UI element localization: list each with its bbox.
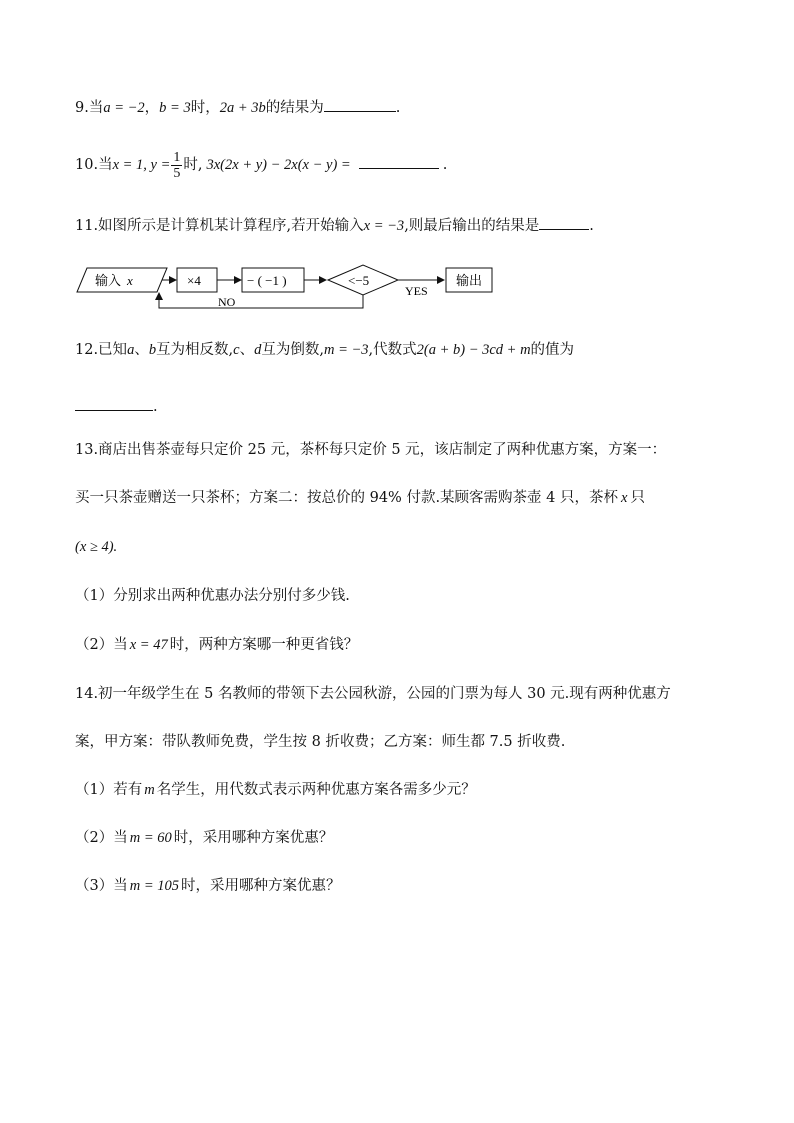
question-12-answer (75, 396, 158, 417)
q9-math-a: a = −2 (103, 100, 145, 116)
flow-input-label: 输入 (95, 273, 122, 288)
q10-number: 10. (75, 157, 99, 173)
q14-sub-3-text: 时，采用哪种方案优惠？ (181, 878, 341, 894)
question-10 (75, 146, 447, 184)
q12-var-b: b (148, 342, 157, 358)
q14-sub-3-math: m = 105 (129, 878, 179, 894)
question-12 (75, 340, 574, 360)
q13-line-1: 13.商店出售茶壶每只定价 25 元，茶杯每只定价 5 元，该店制定了两种优惠方案，方案一： (75, 442, 667, 458)
q12-text: 12.已知 (75, 342, 128, 358)
q13-sub-2-text: 时，两种方案哪一种更省钱？ (169, 637, 359, 653)
q12-text-value: 的值为 (530, 342, 575, 358)
q12-text-expr: ,代数式 (368, 342, 417, 358)
q10-period: . (442, 157, 448, 173)
q9-math-expr: 2a + 3b (219, 100, 266, 116)
q10-math-expr: 3x(2x + y) − 2x(x − y) = (206, 157, 351, 173)
flow-decision-label: <−5 (348, 273, 370, 288)
q14-sub-1-prefix: （1）若有 (75, 782, 143, 798)
q11-flowchart (75, 262, 505, 314)
q13-sub-2-prefix: （2）当 (75, 637, 128, 653)
q12-var-d: d (254, 342, 262, 358)
q11-math: x = −3 (363, 218, 405, 234)
q9-text: 当 (88, 100, 104, 116)
q12-var-a: a (127, 342, 135, 358)
flow-input-box (77, 268, 167, 292)
flow-no-loop (159, 293, 363, 308)
q11-text: 11.如图所示是计算机某计算程序,若开始输入 (75, 218, 364, 234)
q13-sub-2 (75, 635, 358, 655)
q14-sub-2 (75, 828, 333, 848)
q12-period: . (153, 399, 158, 415)
q9-text-result: 的结果为 (265, 100, 324, 116)
q10-fraction (171, 150, 182, 181)
flow-yes-label: YES (405, 284, 428, 298)
q9-math-b: b = 3 (159, 100, 191, 116)
q14-line-1: 14.初一年级学生在 5 名教师的带领下去公园秋游，公园的门票为每人 30 元.现有两种优惠方 (75, 686, 671, 702)
q13-line-2-text: 买一只茶壶赠送一只茶杯；方案二：按总价的 94% 付款.某顾客需购茶壶 4 只，茶杯 (75, 490, 618, 506)
q11-period: . (589, 218, 594, 234)
q13-sub-1: （1）分别求出两种优惠办法分别付多少钱. (75, 588, 350, 604)
fraction-denominator: 5 (173, 165, 181, 181)
q12-text-opposite: 互为相反数, (156, 342, 234, 358)
q11-text-result: ,则最后输出的结果是 (404, 218, 540, 234)
q13-line-2 (75, 488, 645, 508)
q10-answer-blank[interactable] (359, 154, 439, 169)
q9-period: . (395, 100, 401, 116)
q13-var-x: x (621, 490, 628, 506)
q14-line-2: 案，甲方案：带队教师免费，学生按 8 折收费；乙方案：师生都 7.5 折收费. (75, 734, 566, 750)
flow-subtract-label: − ( −1 ) (247, 273, 287, 288)
q14-sub-1-var: m (144, 782, 155, 798)
q14-sub-2-math: m = 60 (129, 830, 172, 846)
q12-sep: 、 (134, 342, 149, 358)
q14-sub-1 (75, 780, 476, 800)
q12-var-c: c (233, 342, 240, 358)
q14-sub-3 (75, 876, 341, 896)
q12-text-reciprocal: 互为倒数, (261, 342, 324, 358)
q9-text-when: 时， (190, 100, 220, 116)
q14-sub-2-text: 时，采用哪种方案优惠？ (173, 830, 334, 846)
flow-input-var: x (127, 273, 133, 288)
flow-output-label: 输出 (456, 273, 483, 288)
q13-line-2-unit: 只 (630, 490, 645, 506)
q10-text: 当 (98, 157, 113, 173)
question-9 (75, 97, 400, 118)
q14-sub-2-prefix: （2）当 (75, 830, 128, 846)
q9-answer-blank[interactable] (324, 97, 396, 112)
q10-math-values: x = 1, y = (112, 157, 171, 173)
question-11 (75, 215, 594, 236)
q12-math-expr: 2(a + b) − 3cd + m (416, 342, 531, 358)
q12-answer-blank[interactable] (75, 396, 153, 411)
flow-no-label: NO (218, 295, 236, 309)
q12-sep: 、 (239, 342, 255, 358)
q14-sub-1-text: 名学生，用代数式表示两种优惠方案各需多少元？ (156, 782, 476, 798)
q9-comma: ， (144, 100, 160, 116)
q11-answer-blank[interactable] (539, 215, 589, 230)
q10-text-when: 时, (183, 157, 203, 173)
fraction-numerator: 1 (173, 149, 181, 165)
q9-number: 9. (75, 100, 89, 116)
q13-condition: (x ≥ 4). (75, 539, 118, 555)
q14-sub-3-prefix: （3）当 (75, 878, 128, 894)
q13-sub-2-math: x = 47 (129, 637, 168, 653)
flow-multiply-label: ×4 (187, 273, 201, 288)
q12-math-m: m = −3 (323, 342, 369, 358)
